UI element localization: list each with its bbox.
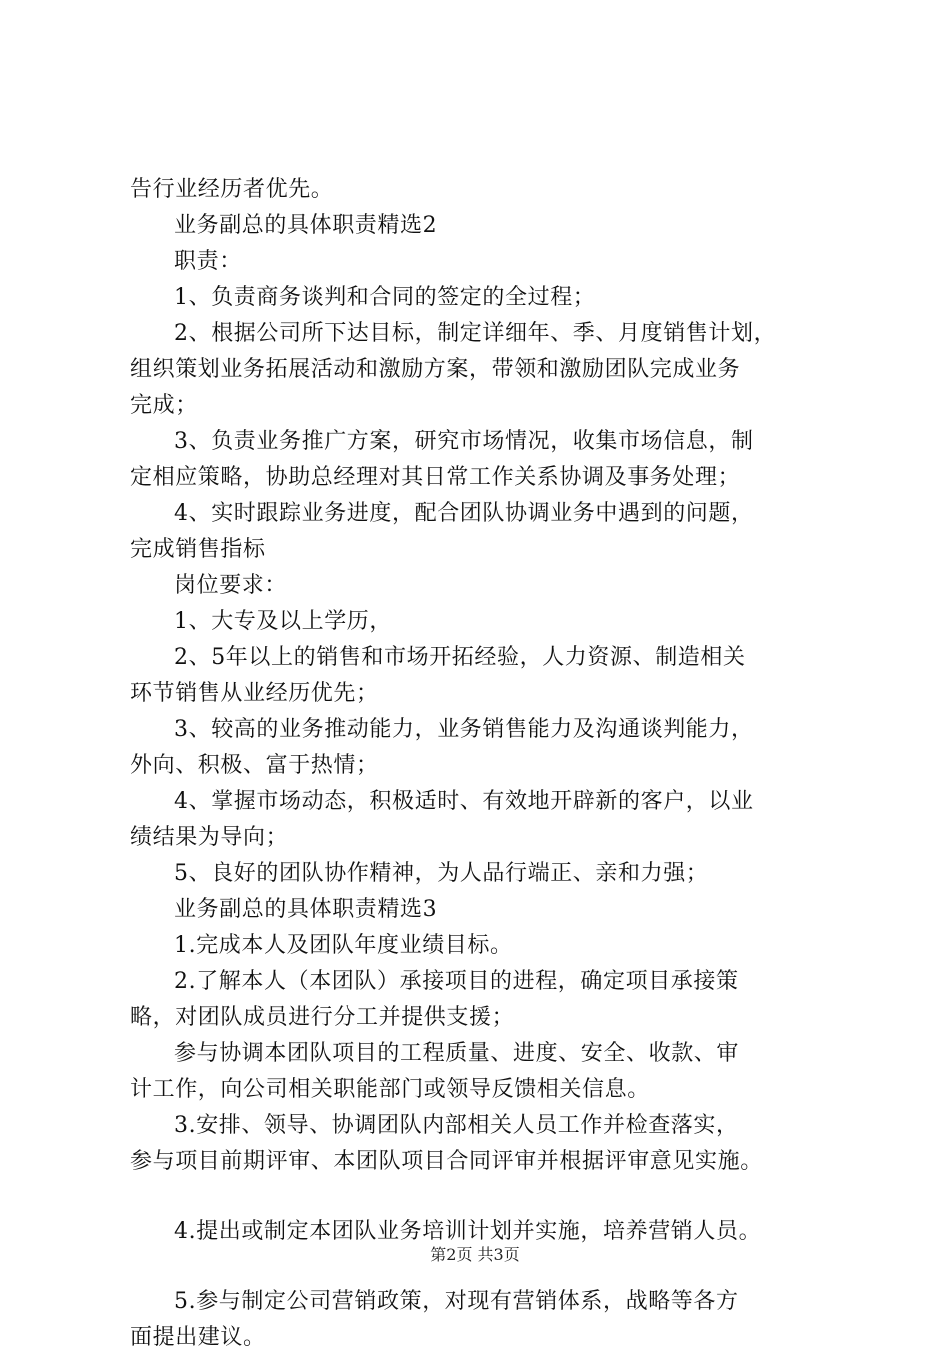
text-line: 绩结果为导向； (130, 825, 289, 850)
text-line: 参与项目前期评审、本团队项目合同评审并根据评审意见实施。 (130, 1149, 763, 1174)
text-line: 1、负责商务谈判和合同的签定的全过程； (174, 285, 596, 310)
text-line: 5.参与制定公司营销政策，对现有营销体系，战略等各方 (174, 1289, 739, 1314)
text-line: 组织策划业务拓展活动和激励方案，带领和激励团队完成业务 (130, 357, 741, 382)
subheading-duties: 职责： (174, 249, 242, 274)
text-line: 完成； (130, 393, 198, 418)
text-line: 计工作，向公司相关职能部门或领导反馈相关信息。 (130, 1077, 650, 1102)
text-line: 1、大专及以上学历， (174, 609, 392, 634)
text-line: 略，对团队成员进行分工并提供支援； (130, 1005, 515, 1030)
paragraph-gap (130, 1180, 830, 1214)
text-line: 参与协调本团队项目的工程质量、进度、安全、收款、审 (174, 1041, 740, 1066)
text-line: 3.安排、领导、协调团队内部相关人员工作并检查落实， (174, 1113, 739, 1138)
section-heading: 业务副总的具体职责精选2 (174, 213, 438, 238)
text-line: 4、实时跟踪业务进度，配合团队协调业务中遇到的问题， (174, 501, 754, 526)
section-heading: 业务副总的具体职责精选3 (174, 897, 438, 922)
text-line: 2、根据公司所下达目标，制定详细年、季、月度销售计划， (174, 321, 777, 346)
text-line: 2、5年以上的销售和市场开拓经验，人力资源、制造相关 (174, 645, 746, 670)
text-line: 3、较高的业务推动能力，业务销售能力及沟通谈判能力， (174, 717, 754, 742)
subheading-requirements: 岗位要求： (174, 573, 288, 598)
document-body (130, 172, 830, 1356)
page-footer: 第2页 共3页 (430, 1245, 520, 1264)
text-line: 4、掌握市场动态，积极适时、有效地开辟新的客户，以业 (174, 789, 754, 814)
text-line: 1.完成本人及团队年度业绩目标。 (174, 933, 513, 958)
text-line: 定相应策略，协助总经理对其日常工作关系协调及事务处理； (130, 465, 741, 490)
text-line: 2.了解本人（本团队）承接项目的进程，确定项目承接策 (174, 969, 739, 994)
text-line: 4.提出或制定本团队业务培训计划并实施，培养营销人员。 (174, 1219, 762, 1244)
text-line: 完成销售指标 (130, 537, 266, 562)
text-line: 面提出建议。 (130, 1325, 266, 1350)
text-line: 告行业经历者优先。 (130, 177, 334, 202)
text-line: 外向、积极、富于热情； (130, 753, 379, 778)
text-line: 5、良好的团队协作精神，为人品行端正、亲和力强； (174, 861, 709, 886)
text-line: 环节销售从业经历优先； (130, 681, 379, 706)
text-line: 3、负责业务推广方案，研究市场情况，收集市场信息，制 (174, 429, 754, 454)
